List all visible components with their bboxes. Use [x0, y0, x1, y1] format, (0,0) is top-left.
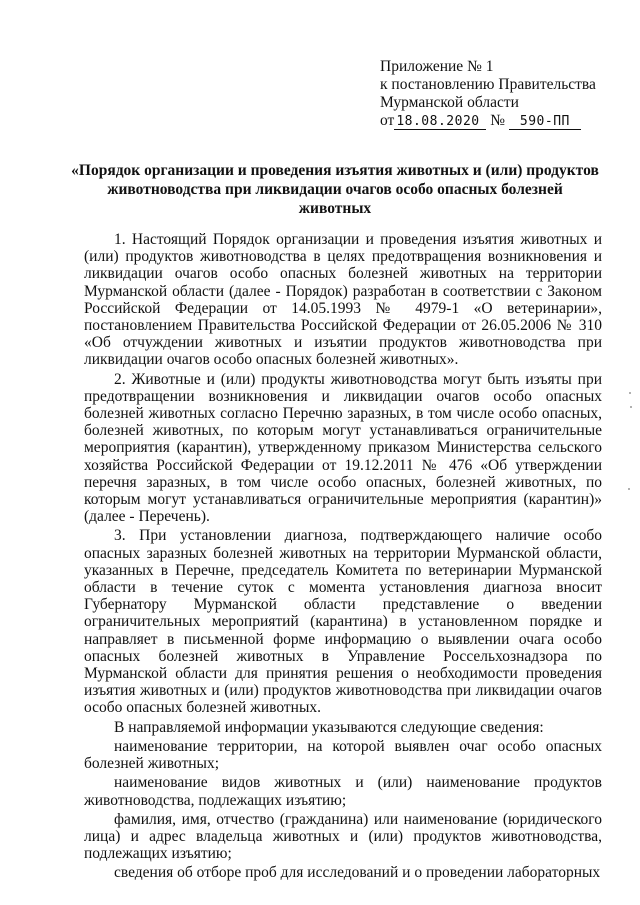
appendix-line-3: Мурманской области — [380, 94, 519, 111]
handwritten-number: 590-ПП — [509, 114, 581, 130]
list-item-species: наименование видов животных и (или) наименование продуктов животноводства, подлежащих изъятию; — [84, 774, 602, 809]
from-label: от — [380, 112, 395, 129]
number-label: № — [490, 112, 505, 129]
paragraph-3: 3. При установлении диагноза, подтверждающего наличие особо опасных заразных болезней животных на территории Мурманской области, указанных в Перечне, председатель Комитета по ветеринарии Мурманской области в течение суток с момента установления диагноза вносит Губернатору Мурманской области представление о введении ограничительных мероприятий (карантина) в установленном порядке и направляет в письменной форме информацию о выявлении очага особо опасных болезней животных в Управление Россельхознадзора по Мурманской области для принятия решения о необходимости проведения изъятия животных и (или) продуктов животноводства при ликвидации очагов особо опасных болезней животных. — [84, 527, 602, 717]
paragraph-1: 1. Настоящий Порядок организации и проведения изъятия животных и (или) продуктов животноводства в целях предотвращения возникновения и ликвидации очагов особо опасных болезней животных на территории Мурманской области (далее - Порядок) разработан в соответствии с Законом Российской Федерации от 14.05.1993 № 4979-1 «О ветеринарии», постановлением Правительства Российской Федерации от 26.05.2006 № 310 «Об отчуждении животных и изъятии продуктов животноводства при ликвидации очагов особо опасных болезней животных». — [84, 231, 602, 369]
scan-specks — [626, 392, 634, 512]
paragraph-2: 2. Животные и (или) продукты животноводства могут быть изъяты при предотвращении возникновения и ликвидации очагов особо опасных болезней животных согласно Перечню заразных, в том числе особо опасных, болезней животных, по которым могут устанавливаться ограничительные мероприятия (карантин), утвержденному приказом Министерства сельского хозяйства Российской Федерации от 19.12.2011 № 476 «Об утверждении перечня заразных, в том числе особо опасных, болезней животных, по которым могут устанавливаться ограничительные мероприятия (карантин)» (далее - Перечень). — [84, 370, 602, 526]
appendix-header — [380, 58, 620, 130]
appendix-line-2: к постановлению Правительства — [380, 76, 596, 93]
appendix-date-number-line — [380, 112, 620, 130]
document-title: «Порядок организации и проведения изъятия животных и (или) продуктов животноводства при ликвидации очагов особо опасных болезней животных — [71, 162, 599, 217]
paragraph-info-intro: В направляемой информации указываются следующие сведения: — [114, 718, 544, 736]
appendix-line-1: Приложение № 1 — [380, 58, 494, 75]
list-item-samples: сведения об отборе проб для исследований и о проведении лабораторных — [114, 864, 601, 882]
list-item-owner: фамилия, имя, отчество (гражданина) или наименование (юридического лица) и адрес владельца животных и (или) продуктов животноводства, подлежащих изъятию; — [84, 810, 602, 863]
handwritten-date: 18.08.2020 — [394, 114, 486, 130]
list-item-territory: наименование территории, на которой выявлен очаг особо опасных болезней животных; — [84, 737, 602, 773]
document-body — [84, 231, 602, 882]
